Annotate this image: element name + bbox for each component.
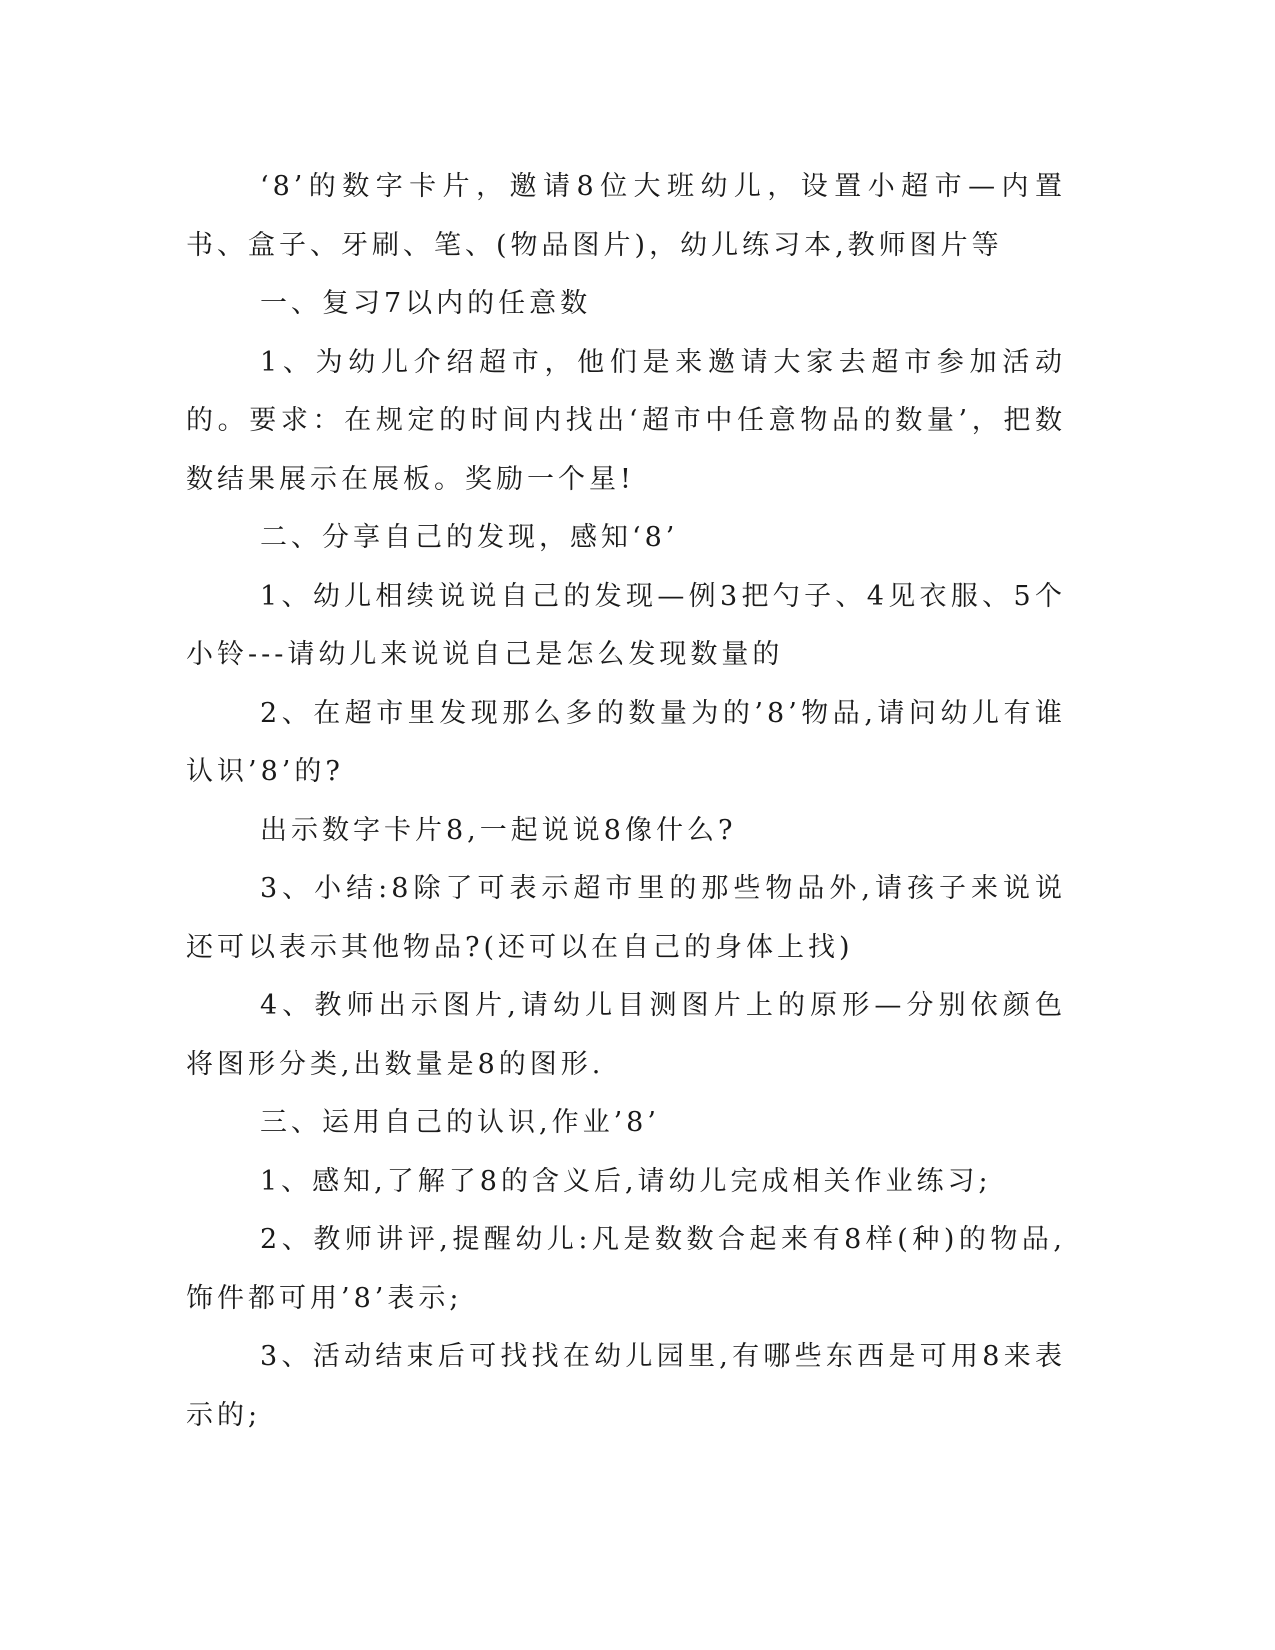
paragraph-step-2-share: 2、在超市里发现那么多的数量为的’8’物品,请问幼儿有谁认识’8’的?: [186, 697, 1066, 787]
paragraph-step-1-homework: 1、感知,了解了8的含义后,请幼儿完成相关作业练习;: [260, 1165, 992, 1197]
paragraph-step-3-summary: 3、小结:8除了可表示超市里的那些物品外,请孩子来说说还可以表示其他物品?(还可以在自己的身体上找): [186, 873, 1066, 963]
document-body: [186, 158, 1066, 1445]
paragraph-materials: ‘8’的数字卡片，邀请8位大班幼儿，设置小超市—内置书、盒子、牙刷、笔、(物品图片)，幼儿练习本,教师图片等: [186, 171, 1066, 261]
paragraph-show-card: 出示数字卡片8,一起说说8像什么?: [260, 814, 737, 846]
paragraph-step-3-extension: 3、活动结束后可找找在幼儿园里,有哪些东西是可用8来表示的;: [186, 1341, 1066, 1431]
paragraph-step-4-pictures: 4、教师出示图片,请幼儿目测图片上的原形—分别依颜色将图形分类,出数量是8的图形.: [186, 990, 1066, 1080]
paragraph-step-1-intro: 1、为幼儿介绍超市，他们是来邀请大家去超市参加活动的。要求：在规定的时间内找出‘超市中任意物品的数量’，把数数结果展示在展板。奖励一个星!: [186, 346, 1066, 495]
section-heading-share: 二、分享自己的发现，感知‘8’: [260, 522, 679, 553]
paragraph-step-1-share: 1、幼儿相续说说自己的发现—例3把勺子、4见衣服、5个小铃---请幼儿来说说自己是怎么发现数量的: [186, 580, 1066, 670]
section-heading-review: 一、复习7以内的任意数: [260, 288, 592, 319]
paragraph-step-2-review: 2、教师讲评,提醒幼儿:凡是数数合起来有8样(种)的物品,饰件都可用’8’表示;: [186, 1224, 1066, 1314]
section-heading-apply: 三、运用自己的认识,作业’8’: [260, 1107, 660, 1138]
